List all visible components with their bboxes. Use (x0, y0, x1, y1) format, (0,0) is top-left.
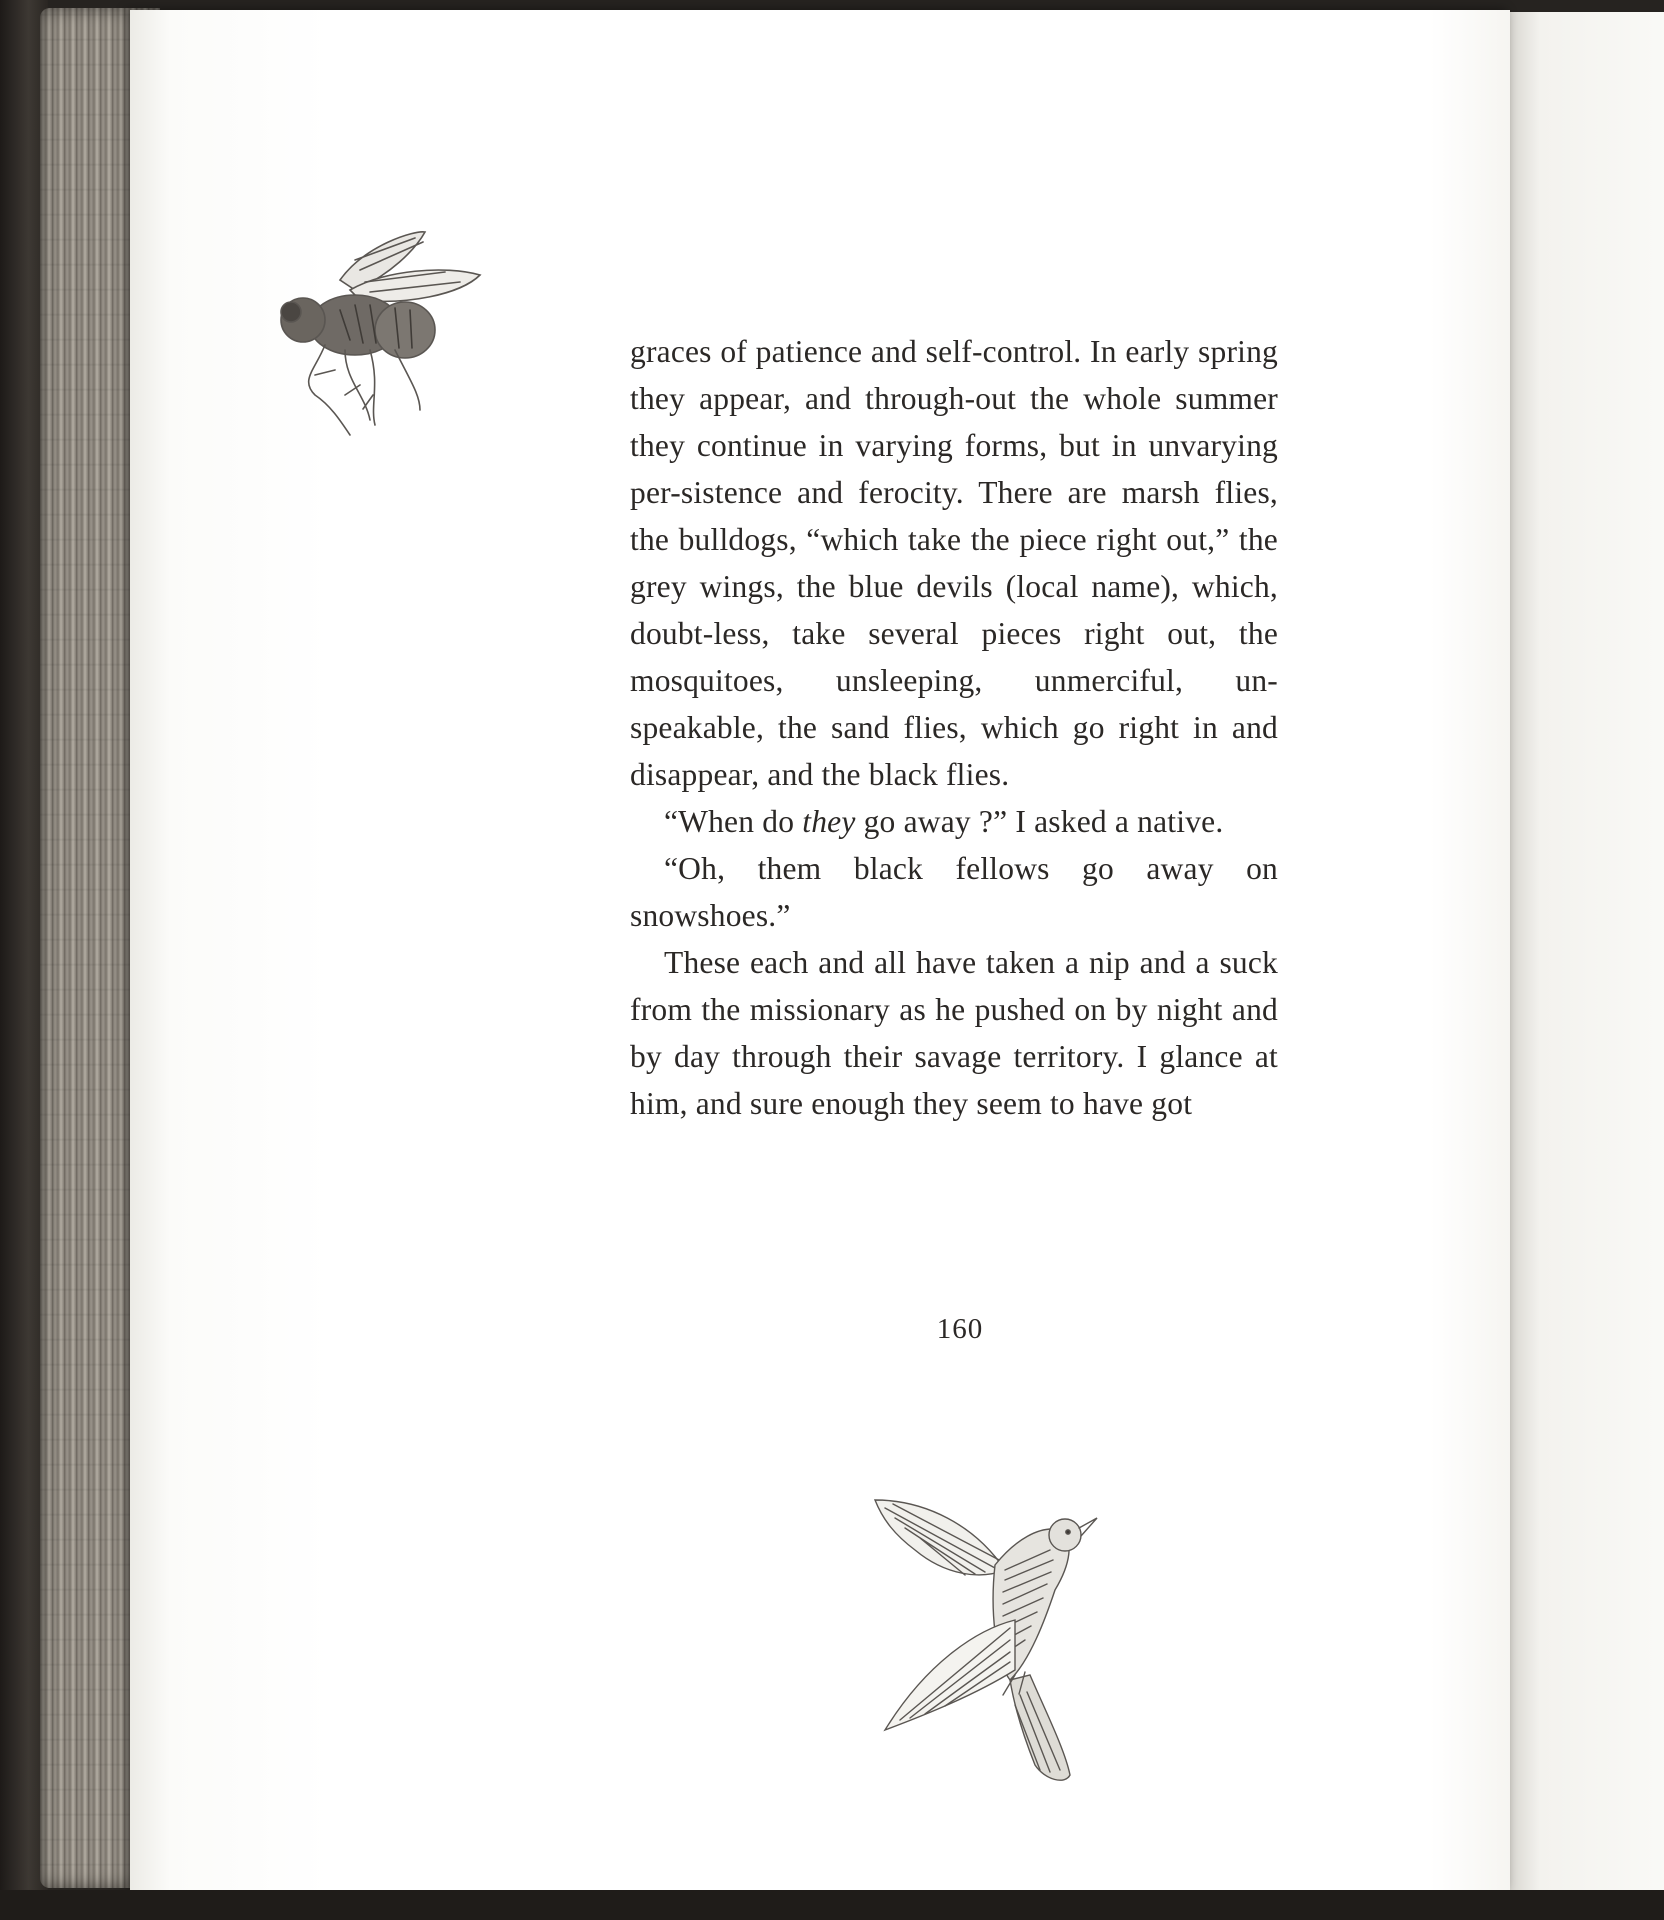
text-run: “When do (664, 804, 803, 839)
text-run: “Oh, them black fellows go away on snowshoes.” (630, 851, 1278, 933)
paragraph (630, 328, 1278, 798)
text-run: graces of patience and self-control. In early spring they appear, and through-out the whole summer they continue in varying forms, but in unvarying per-sistence and ferocity. There are marsh flies, the bulldogs, “which take the piece right out,” the grey wings, the blue devils (local name), which, doubt-less, take several pieces right out, the mosquitoes, unsleeping, unmerciful, un-speakable, the sand flies, which go right in and disappear, and the black flies. (630, 334, 1278, 792)
text-run: These each and all have taken a nip and a suck from the missionary as he pushed on by night and by day through their savage territory. I glance at him, and sure enough they seem to have got (630, 945, 1278, 1121)
scan-bottom-edge (0, 1890, 1664, 1920)
paragraph (630, 939, 1278, 1127)
paragraph (630, 845, 1278, 939)
bee-illustration (245, 220, 495, 470)
text-run: go away ?” I asked a native. (855, 804, 1224, 839)
body-text (630, 328, 1278, 1127)
italic-word: they (802, 804, 856, 839)
page-number: 160 (936, 1313, 984, 1345)
paragraph (630, 798, 1278, 845)
bird-illustration (865, 1480, 1115, 1810)
facing-page (1500, 12, 1664, 1892)
